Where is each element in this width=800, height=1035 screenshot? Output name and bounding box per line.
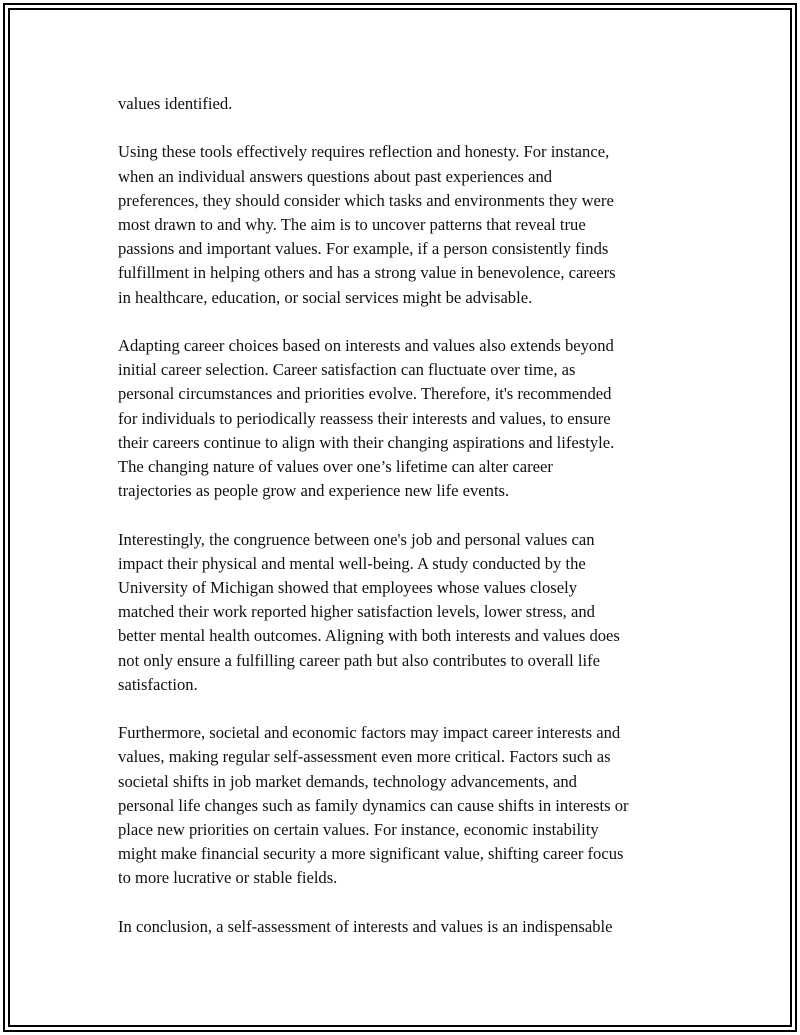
text-line: initial career selection. Career satisfaction can fluctuate over time, as (118, 360, 576, 380)
text-line: Furthermore, societal and economic factors may impact career interests and (118, 723, 621, 743)
text-line: fulfillment in helping others and has a strong value in benevolence, careers (118, 263, 616, 283)
text-line: impact their physical and mental well-being. A study conducted by the (118, 553, 586, 573)
text-line: matched their work reported higher satisfaction levels, lower stress, and (118, 602, 595, 622)
text-line: for individuals to periodically reassess their interests and values, to ensure (118, 408, 611, 428)
text-line: The changing nature of values over one’s lifetime can alter career (118, 457, 553, 477)
text-line: Using these tools effectively requires reflection and honesty. For instance, (118, 142, 610, 162)
paragraph-2 (118, 140, 688, 309)
text-line: in healthcare, education, or social services might be advisable. (118, 287, 533, 307)
text-line: might make financial security a more significant value, shifting career focus (118, 844, 624, 864)
paragraph-4 (118, 528, 688, 697)
text-line: Interestingly, the congruence between one's job and personal values can (118, 529, 595, 549)
text-line: In conclusion, a self-assessment of interests and values is an indispensable (118, 916, 613, 936)
text-line: preferences, they should consider which tasks and environments they were (118, 190, 614, 210)
text-line: place new priorities on certain values. For instance, economic instability (118, 820, 599, 840)
text-line: personal life changes such as family dynamics can cause shifts in interests or (118, 795, 629, 815)
text-line: satisfaction. (118, 674, 198, 694)
text-line: to more lucrative or stable fields. (118, 868, 338, 888)
text-line: Adapting career choices based on interests and values also extends beyond (118, 336, 614, 355)
text-line: not only ensure a fulfilling career path but also contributes to overall life (118, 650, 600, 670)
text-line: University of Michigan showed that employees whose values closely (118, 578, 577, 598)
text-line: when an individual answers questions about past experiences and (118, 166, 553, 186)
text-line: better mental health outcomes. Aligning with both interests and values does (118, 626, 620, 646)
document-body (118, 92, 688, 963)
text-line: societal shifts in job market demands, technology advancements, and (118, 771, 577, 791)
paragraph-6 (118, 915, 688, 939)
text-line: their careers continue to align with their changing aspirations and lifestyle. (118, 432, 615, 452)
text-line: values, making regular self-assessment even more critical. Factors such as (118, 747, 611, 767)
text-line: values identified. (118, 94, 233, 113)
text-line: most drawn to and why. The aim is to uncover patterns that reveal true (118, 215, 586, 234)
paragraph-1 (118, 92, 688, 116)
paragraph-3 (118, 334, 688, 503)
paragraph-5 (118, 721, 688, 890)
text-line: trajectories as people grow and experience new life events. (118, 481, 510, 501)
text-line: personal circumstances and priorities evolve. Therefore, it's recommended (118, 384, 612, 404)
text-line: passions and important values. For example, if a person consistently finds (118, 239, 609, 259)
